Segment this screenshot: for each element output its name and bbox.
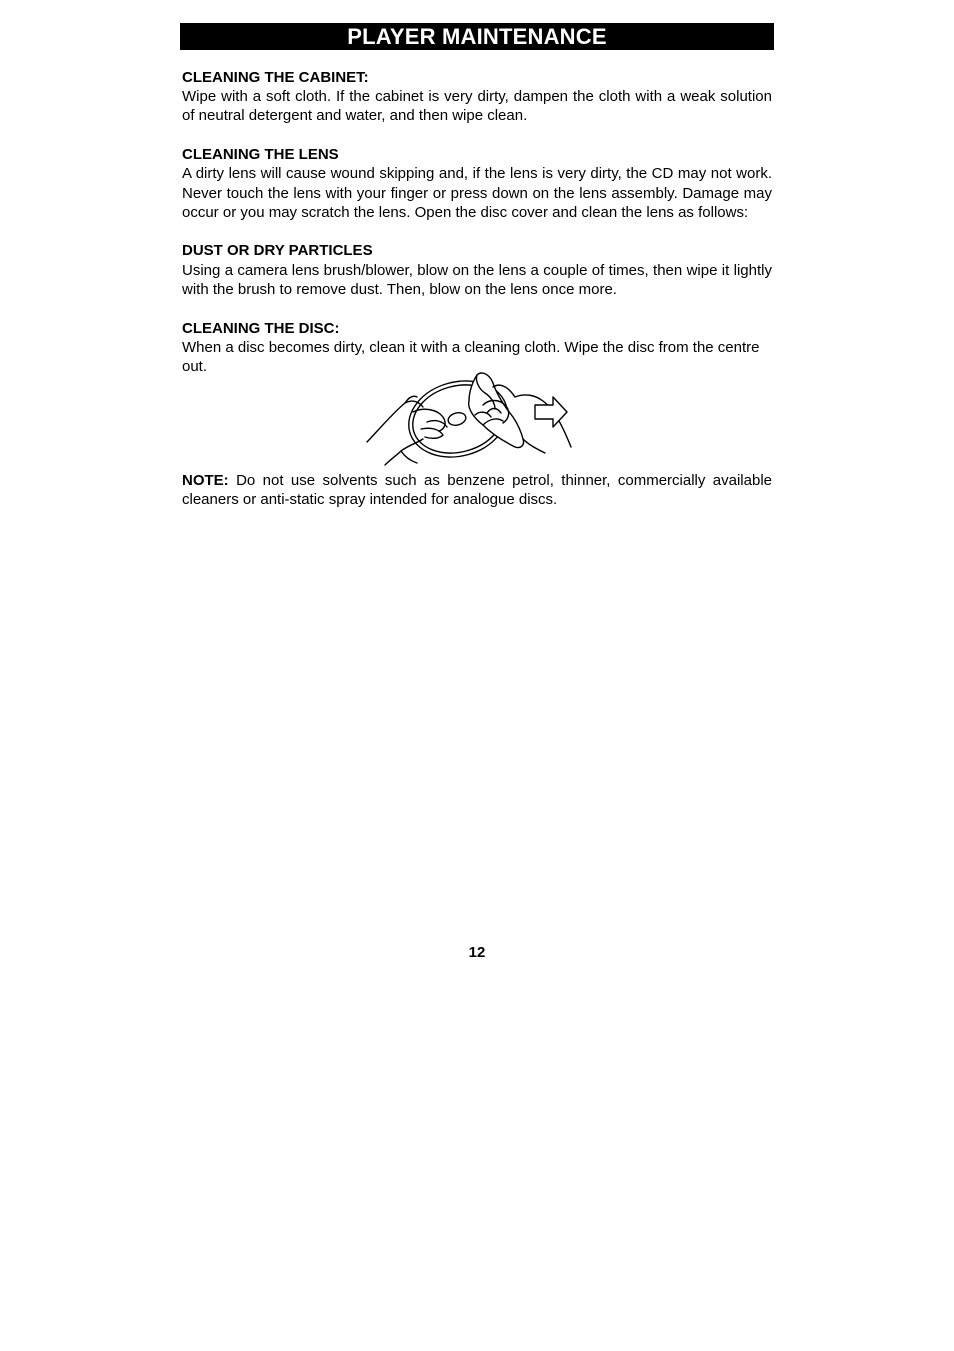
disc-cleaning-illustration-icon: [365, 367, 585, 469]
section-heading: CLEANING THE CABINET:: [182, 69, 369, 86]
section-heading: CLEANING THE DISC:: [182, 319, 340, 337]
section-dust-particles: [182, 241, 772, 299]
section-cleaning-lens: [182, 145, 772, 222]
section-body: When a disc becomes dirty, clean it with a cleaning cloth. Wipe the disc from the centre out.: [182, 338, 760, 375]
section-body: Wipe with a soft cloth. If the cabinet is very dirty, dampen the cloth with a weak solution of neutral detergent and water, and then wipe clean.: [182, 88, 772, 125]
note-paragraph: [182, 471, 772, 509]
section-heading: DUST OR DRY PARTICLES: [182, 242, 373, 260]
page-title: PLAYER MAINTENANCE: [180, 23, 774, 50]
section-heading: CLEANING THE LENS: [182, 146, 339, 164]
section-body: Using a camera lens brush/blower, blow on the lens a couple of times, then wipe it lightly with the brush to remove dust. Then, blow on the lens once more.: [182, 261, 772, 298]
note-text: Do not use solvents such as benzene petrol, thinner, commercially available cleaners or anti-static spray intended for analogue discs.: [182, 472, 772, 509]
page-number: 12: [468, 944, 486, 961]
page-content: [182, 68, 772, 510]
note-label: NOTE:: [182, 472, 229, 490]
section-cleaning-cabinet: [182, 68, 772, 126]
disc-cleaning-figure: [182, 367, 772, 459]
section-body: A dirty lens will cause wound skipping and, if the lens is very dirty, the CD may not work. Never touch the lens with your finger or press down on the lens assembly. Damage may occur or you may scratch the lens. Open the disc cover and clean the lens as follows:: [182, 165, 772, 221]
